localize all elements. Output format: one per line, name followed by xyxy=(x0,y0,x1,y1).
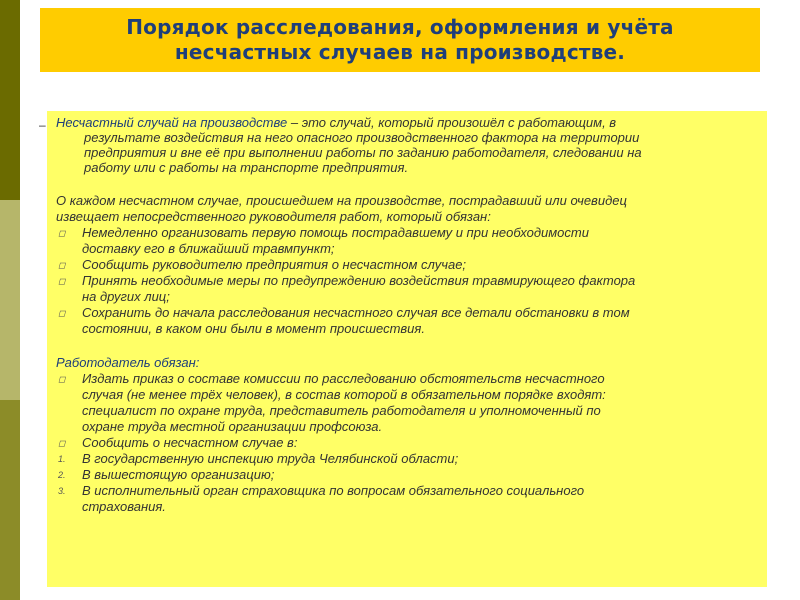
list-item-line: доставку его в ближайший травмпункт; xyxy=(82,241,335,256)
list-item-line: случая (не менее трёх человек), в состав которой в обязательном порядке входят: xyxy=(82,387,606,402)
list-number: 1. xyxy=(58,454,66,464)
list-number: 2. xyxy=(58,470,66,480)
employer-heading: Работодатель обязан: xyxy=(56,355,200,370)
definition-line-2: результате воздействия на него опасного производственного фактора на территории xyxy=(84,130,640,145)
side-stripe-bottom xyxy=(0,400,20,600)
bullet-icon: ◻ xyxy=(58,228,66,238)
list-item-line: В исполнительный орган страховщика по вопросам обязательного социального xyxy=(82,483,585,498)
definition-paragraph xyxy=(56,115,755,175)
list-item-text xyxy=(82,435,755,451)
list-item-text xyxy=(82,451,755,467)
list-item-line: состоянии, в каком они были в момент происшествия. xyxy=(82,321,425,336)
list-item xyxy=(56,483,755,515)
bullet-icon: ◻ xyxy=(58,276,66,286)
list-item xyxy=(56,273,755,305)
bullet-icon: ◻ xyxy=(58,438,66,448)
list-item xyxy=(56,225,755,257)
witness-paragraph xyxy=(56,193,755,225)
title-line-2: несчастных случаев на производстве. xyxy=(174,40,626,64)
list-item-text xyxy=(82,371,755,435)
list-item-line: Принять необходимые меры по предупреждению воздействия травмирующего фактора xyxy=(82,273,636,288)
definition-line-1: – это случай, который произошёл с работающим, в xyxy=(287,115,617,130)
witness-duties-list xyxy=(56,225,755,337)
outer-bullet: – xyxy=(39,118,46,132)
slide-title xyxy=(40,8,760,72)
list-item xyxy=(56,305,755,337)
employer-duties-list xyxy=(56,371,755,515)
list-item xyxy=(56,435,755,451)
list-item-line: страхования. xyxy=(82,499,166,514)
list-item-text xyxy=(82,305,755,337)
definition-line-3: предприятия и вне её при выполнении работы по заданию работодателя, следовании на xyxy=(84,145,642,160)
list-item-line: Издать приказ о составе комиссии по расследованию обстоятельств несчастного xyxy=(82,371,605,386)
list-item-line: Сохранить до начала расследования несчастного случая все детали обстановки в том xyxy=(82,305,630,320)
bullet-icon: ◻ xyxy=(58,260,66,270)
witness-line-1: О каждом несчастном случае, происшедшем на производстве, пострадавший или очевидец xyxy=(56,193,627,208)
bullet-icon: ◻ xyxy=(58,374,66,384)
side-stripe-middle xyxy=(0,200,20,400)
list-item-text xyxy=(82,483,755,515)
list-item xyxy=(56,371,755,435)
list-item-line: В вышестоящую организацию; xyxy=(82,467,275,482)
witness-line-2: извещает непосредственного руководителя работ, который обязан: xyxy=(56,209,491,224)
list-item-text xyxy=(82,257,755,273)
list-item-line: В государственную инспекцию труда Челябинской области; xyxy=(82,451,459,466)
list-item-line: на других лиц; xyxy=(82,289,170,304)
list-item-line: Сообщить руководителю предприятия о несчастном случае; xyxy=(82,257,467,272)
list-item-line: охране труда местной организации профсоюза. xyxy=(82,419,383,434)
definition-line-4: работу или с работы на транспорте предприятия. xyxy=(84,160,409,175)
definition-term: Несчастный случай на производстве xyxy=(56,115,288,130)
content-panel xyxy=(47,111,767,587)
list-item xyxy=(56,257,755,273)
list-item-text xyxy=(82,467,755,483)
list-item-line: специалист по охране труда, представитель работодателя и уполномоченный по xyxy=(82,403,601,418)
title-line-1: Порядок расследования, оформления и учёта xyxy=(126,15,674,39)
list-item xyxy=(56,467,755,483)
side-stripe-top xyxy=(0,0,20,200)
list-item-text xyxy=(82,225,755,257)
list-number: 3. xyxy=(58,486,66,496)
list-item xyxy=(56,451,755,467)
bullet-icon: ◻ xyxy=(58,308,66,318)
list-item-line: Сообщить о несчастном случае в: xyxy=(82,435,298,450)
list-item-text xyxy=(82,273,755,305)
list-item-line: Немедленно организовать первую помощь пострадавшему и при необходимости xyxy=(82,225,589,240)
